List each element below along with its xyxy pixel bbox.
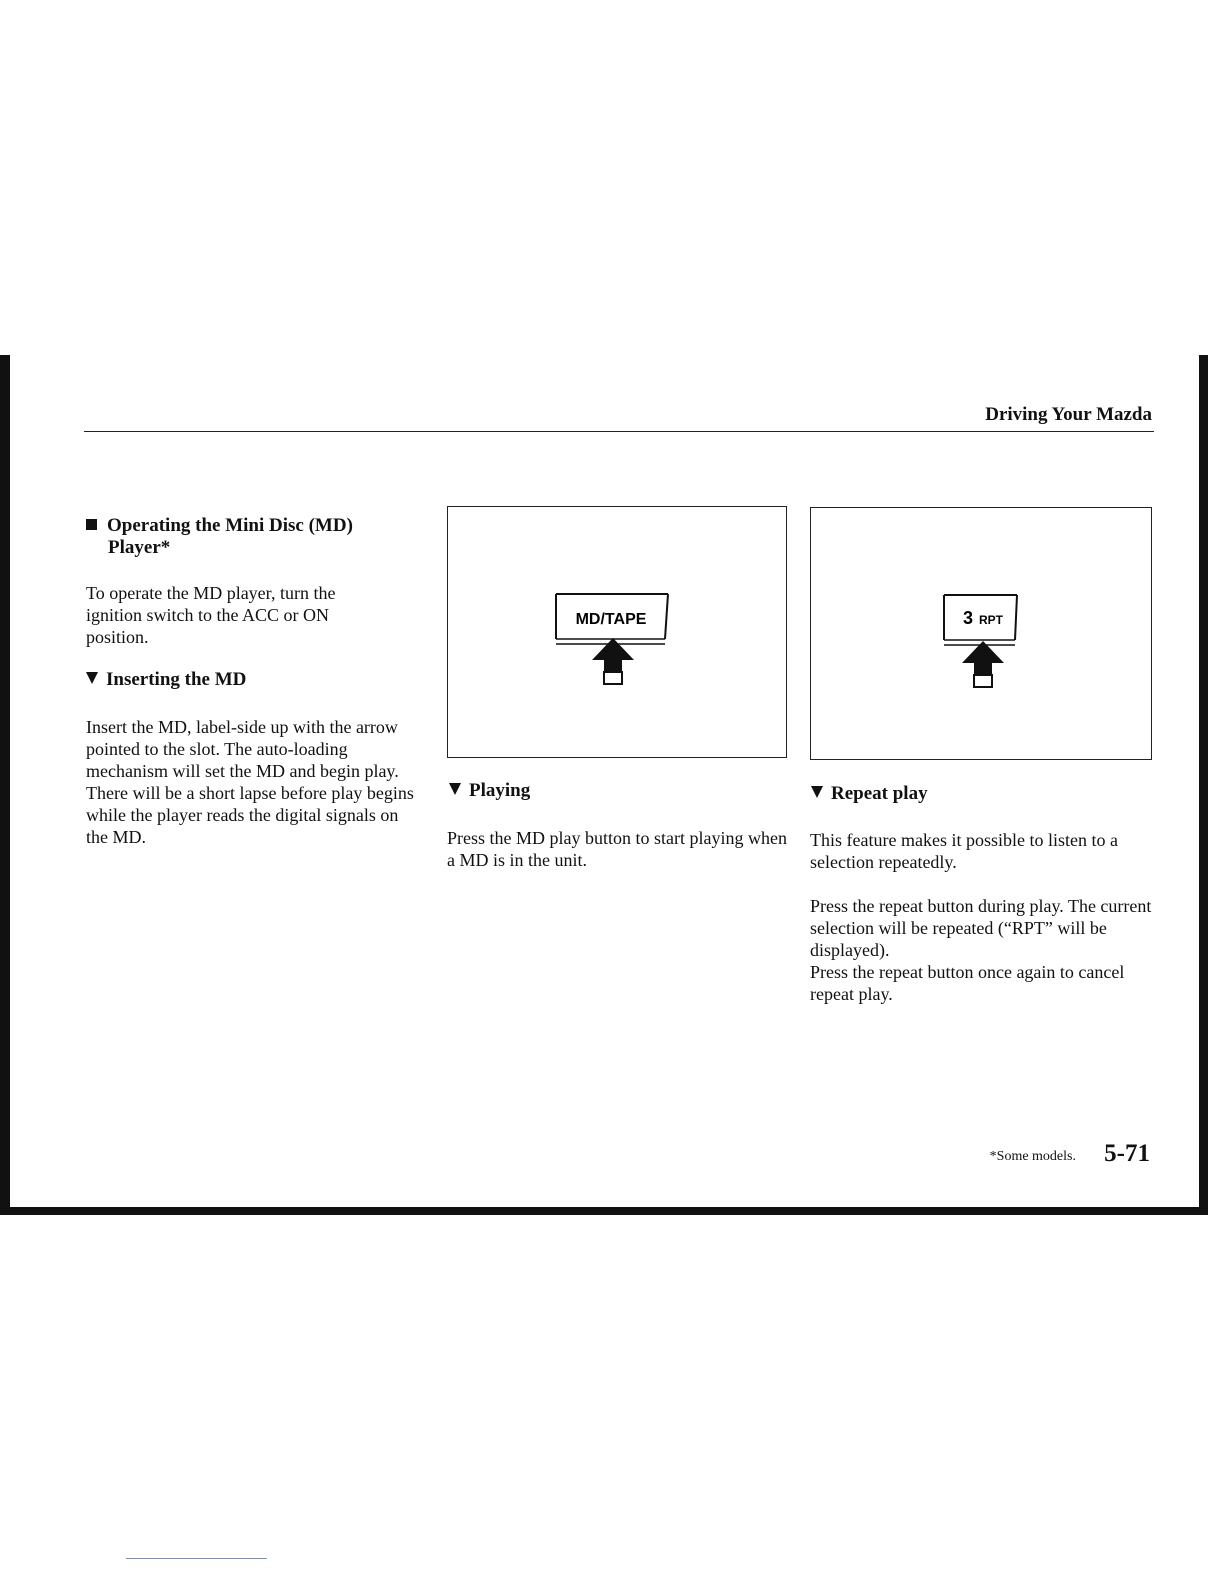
repeat-button-illustration <box>811 508 1150 758</box>
section-intro: To operate the MD player, turn the ignition switch to the ACC or ON position. <box>86 583 336 647</box>
page-frame-bottom-border <box>0 1207 1208 1215</box>
header-divider <box>84 431 1154 432</box>
md-tape-button-illustration <box>448 507 785 756</box>
up-arrow-icon <box>962 641 1004 675</box>
button-right-edge <box>1015 595 1017 640</box>
playing-heading-text: Playing <box>469 780 531 801</box>
repeat-heading-text: Repeat play <box>831 783 928 804</box>
repeat-heading <box>811 783 1141 805</box>
repeat-button-label: RPT <box>979 613 1003 627</box>
triangle-bullet-icon <box>449 783 461 795</box>
playing-heading <box>449 780 769 802</box>
inserting-heading <box>86 669 406 691</box>
up-arrow-icon <box>592 638 634 672</box>
triangle-bullet-icon <box>811 786 823 798</box>
triangle-bullet-icon <box>86 672 98 684</box>
playing-text: Press the MD play button to start playing when a MD is in the unit. <box>447 828 787 870</box>
page-frame-left-border <box>0 355 10 1215</box>
repeat-text-2: Press the repeat button during play. The current selection will be repeated (“RPT” will be displayed). <box>810 896 1152 960</box>
page-number: 5-71 <box>1104 1140 1150 1167</box>
section-title <box>86 515 406 559</box>
md-tape-button-figure <box>447 506 787 758</box>
square-bullet-icon <box>86 519 97 530</box>
button-right-edge <box>665 594 668 639</box>
inserting-text: Insert the MD, label-side up with the arrow pointed to the slot. The auto-loading mechanism will set the MD and begin play. There will be a short lapse before play begins while the player reads the digital signals on the MD. <box>86 717 414 847</box>
page-frame-right-border <box>1199 355 1208 1215</box>
inserting-heading-text: Inserting the MD <box>106 669 247 690</box>
md-tape-button-label: MD/TAPE <box>575 611 647 628</box>
running-header-title: Driving Your Mazda <box>985 404 1152 425</box>
repeat-button-number: 3 <box>962 608 974 628</box>
repeat-text-3: Press the repeat button once again to cancel repeat play. <box>810 962 1125 1004</box>
section-title-line2: Player* <box>108 537 171 558</box>
footnote: *Some models. <box>989 1149 1076 1164</box>
arrow-tail <box>974 675 992 687</box>
arrow-tail <box>604 672 622 684</box>
repeat-text-1: This feature makes it possible to listen to a selection repeatedly. <box>810 830 1118 872</box>
section-title-line1: Operating the Mini Disc (MD) <box>107 515 353 536</box>
bottom-hyperlink-underline <box>126 1558 267 1559</box>
repeat-button-figure <box>810 507 1152 760</box>
